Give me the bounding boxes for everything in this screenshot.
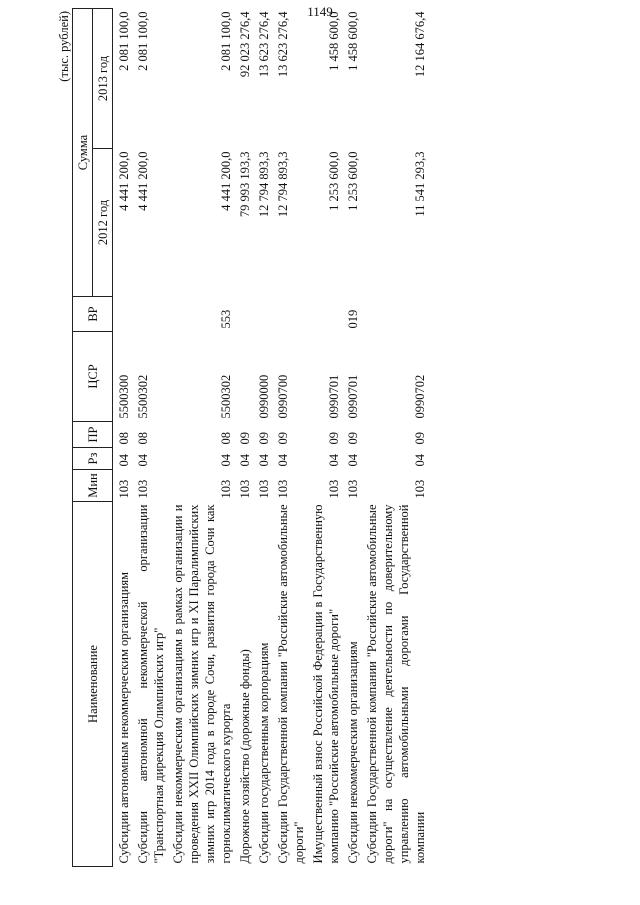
row-rz: 04: [238, 454, 252, 467]
row-rz: 04: [413, 454, 427, 467]
row-name: Субсидии автономным некоммерческим организациям: [117, 571, 131, 864]
table-row: [274, 9, 309, 867]
row-vr: [363, 297, 430, 332]
table-header: [73, 9, 113, 867]
row-vr: [134, 297, 169, 332]
row-sum-2013: 2 081 100,0: [117, 11, 131, 71]
row-sum-2012: 4 441 200,0: [136, 151, 150, 211]
header-pr: ПР: [73, 422, 113, 448]
row-vr: [309, 297, 344, 332]
row-name: Субсидии Государственной компании "Российские автомобильные дороги" на осуществление деятельности по доверительному управлению автомобильными дорогами Государственной компании: [365, 504, 427, 864]
table-row: [363, 9, 430, 867]
row-pr: 08: [219, 432, 233, 445]
row-pr: 08: [117, 432, 131, 445]
row-csr: 0990702: [413, 374, 427, 419]
table-row: [113, 9, 135, 867]
row-csr: 5500302: [136, 374, 150, 419]
header-sum: Сумма: [73, 9, 93, 297]
row-csr: 5500300: [117, 374, 131, 419]
row-sum-2012: 4 441 200,0: [219, 151, 233, 211]
row-vr: 019: [346, 309, 360, 329]
row-vr: [236, 297, 255, 332]
row-name: Субсидии автономной некоммерческой организации "Транспортная дирекция Олимпийских игр": [136, 504, 166, 864]
row-rz: 04: [257, 454, 271, 467]
row-pr: 09: [327, 432, 341, 445]
row-sum-2013: 2 081 100,0: [219, 11, 233, 71]
row-csr: 5500302: [219, 374, 233, 419]
row-pr: 09: [257, 432, 271, 445]
header-rz: Рз: [73, 448, 113, 470]
row-pr: 09: [276, 432, 290, 445]
budget-table: [72, 8, 430, 867]
row-sum-2012: 11 541 293,3: [413, 151, 427, 217]
row-rz: 04: [327, 454, 341, 467]
row-sum-2013: 92 023 276,4: [238, 11, 252, 78]
row-rz: 04: [219, 454, 233, 467]
row-min: 103: [136, 479, 150, 499]
header-min: Мин: [73, 470, 113, 502]
row-csr: 0990000: [257, 374, 271, 419]
row-vr: [274, 297, 309, 332]
table-row: [134, 9, 169, 867]
row-min: 103: [327, 479, 341, 499]
row-rz: 04: [276, 454, 290, 467]
row-min: 103: [413, 479, 427, 499]
row-sum-2013: 13 623 276,4: [276, 11, 290, 78]
row-vr: 553: [219, 309, 233, 329]
row-sum-2012: 12 794 893,3: [276, 151, 290, 218]
row-rz: 04: [117, 454, 131, 467]
row-sum-2012: 1 253 600,0: [327, 151, 341, 211]
row-name: Имущественный взнос Российской Федерации в Государственную компанию "Российские автомобильные дороги": [311, 504, 341, 864]
header-vr: ВР: [73, 297, 113, 332]
row-name: Дорожное хозяйство (дорожные фонды): [238, 649, 252, 864]
row-csr: [236, 332, 255, 422]
row-min: 103: [219, 479, 233, 499]
row-min: 103: [257, 479, 271, 499]
rotated-budget-table-sheet: [56, 7, 564, 867]
row-csr: 0990701: [327, 374, 341, 419]
table-row: [255, 9, 274, 867]
row-sum-2013: 12 164 676,4: [413, 11, 427, 78]
table-row: [344, 9, 363, 867]
row-pr: 09: [346, 432, 360, 445]
row-sum-2012: 12 794 893,3: [257, 151, 271, 218]
row-sum-2012: 1 253 600,0: [346, 151, 360, 211]
row-rz: 04: [346, 454, 360, 467]
row-sum-2013: 1 458 600,0: [327, 11, 341, 71]
row-min: 103: [117, 479, 131, 499]
row-min: 103: [276, 479, 290, 499]
row-pr: 09: [238, 432, 252, 445]
row-sum-2012: 4 441 200,0: [117, 151, 131, 211]
row-name: Субсидии некоммерческим организациям в рамках организации и проведения XXII Олимпийских зимних игр и XI Паралимпийских зимних игр 2014 года в городе Сочи, развития города Сочи как горноклиматического курорта: [171, 504, 233, 864]
row-name: Субсидии государственным корпорациям: [257, 642, 271, 864]
row-sum-2013: 2 081 100,0: [136, 11, 150, 71]
table-row: [236, 9, 255, 867]
header-csr: ЦСР: [73, 332, 113, 422]
row-pr: 08: [136, 432, 150, 445]
row-pr: 09: [413, 432, 427, 445]
header-year-2012: 2012 год: [93, 149, 113, 297]
row-name: Субсидии некоммерческим организациям: [346, 641, 360, 864]
unit-note: (тыс. рублей): [57, 11, 71, 82]
row-sum-2013: 13 623 276,4: [257, 11, 271, 78]
page-number: 1149: [307, 4, 333, 19]
header-year-2013: 2013 год: [93, 9, 113, 149]
row-vr: [255, 297, 274, 332]
header-name: Наименование: [73, 502, 113, 867]
row-vr: [113, 297, 135, 332]
row-min: 103: [238, 479, 252, 499]
row-csr: 0990700: [276, 374, 290, 419]
table-row: [309, 9, 344, 867]
row-csr: 0990701: [346, 374, 360, 419]
row-sum-2012: 79 993 193,3: [238, 151, 252, 218]
row-name: Субсидии Государственной компании "Российские автомобильные дороги": [276, 504, 306, 864]
table-row: [169, 9, 236, 867]
row-rz: 04: [136, 454, 150, 467]
row-min: 103: [346, 479, 360, 499]
row-sum-2013: 1 458 600,0: [346, 11, 360, 71]
